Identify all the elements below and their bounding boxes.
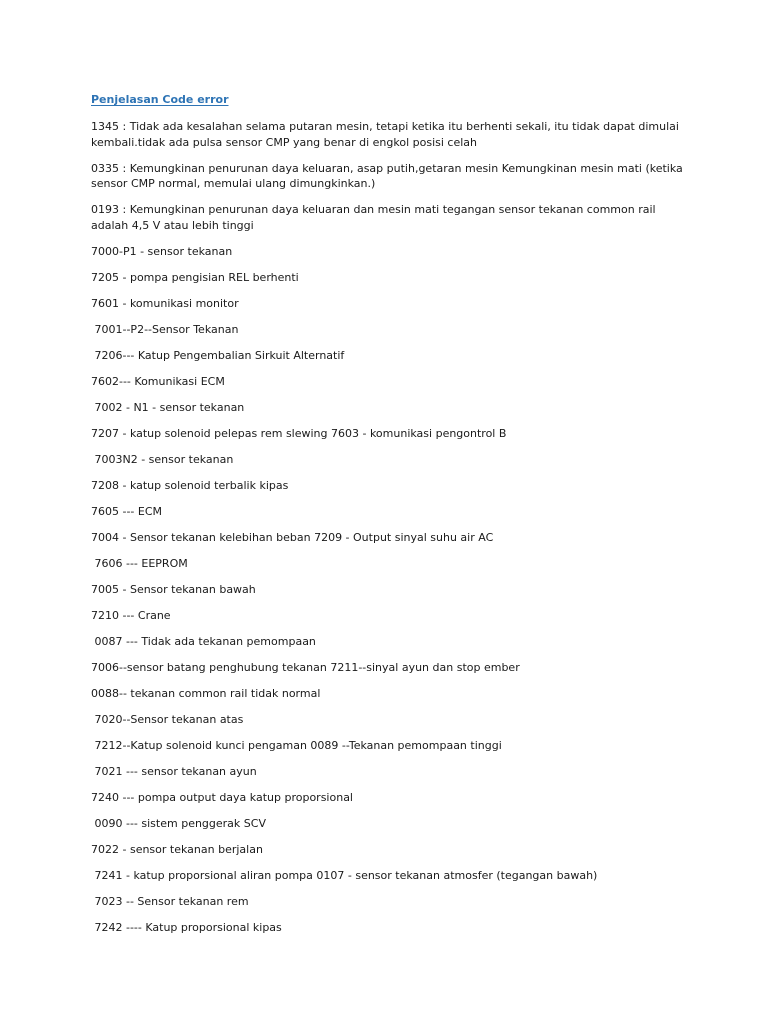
code-line-7002: 7002 - N1 - sensor tekanan	[91, 400, 245, 414]
code-line-7003: 7003N2 - sensor tekanan	[91, 452, 234, 466]
paragraph-0335: 0335 : Kemungkinan penurunan daya keluaran, asap putih,getaran mesin Kemungkinan mesin mati (ketika sensor CMP normal, memulai ulang dimungkinkan.)	[91, 161, 687, 190]
code-line-7205: 7205 - pompa pengisian REL berhenti	[91, 270, 299, 284]
code-line-7001: 7001--P2--Sensor Tekanan	[91, 322, 239, 336]
code-line-7020: 7020--Sensor tekanan atas	[91, 712, 244, 726]
code-line-7240: 7240 --- pompa output daya katup proporsional	[91, 790, 353, 804]
code-line-0087: 0087 --- Tidak ada tekanan pemompaan	[91, 634, 316, 648]
paragraph-1345: 1345 : Tidak ada kesalahan selama putaran mesin, tetapi ketika itu berhenti sekali, itu tidak dapat dimulai kembali.tidak ada pulsa sensor CMP yang benar di engkol posisi celah	[91, 120, 683, 149]
code-line-7023: 7023 -- Sensor tekanan rem	[91, 894, 249, 908]
code-line-7207: 7207 - katup solenoid pelepas rem slewing 7603 - komunikasi pengontrol B	[91, 426, 507, 440]
code-line-7601: 7601 - komunikasi monitor	[91, 296, 239, 310]
code-line-0090: 0090 --- sistem penggerak SCV	[91, 816, 266, 830]
code-line-7606: 7606 --- EEPROM	[91, 556, 188, 570]
code-line-7021: 7021 --- sensor tekanan ayun	[91, 764, 257, 778]
code-line-7006: 7006--sensor batang penghubung tekanan 7211--sinyal ayun dan stop ember	[91, 660, 520, 674]
code-line-7206: 7206--- Katup Pengembalian Sirkuit Alternatif	[91, 348, 345, 362]
code-line-7005: 7005 - Sensor tekanan bawah	[91, 582, 256, 596]
code-line-7602: 7602--- Komunikasi ECM	[91, 374, 225, 388]
code-line-7004: 7004 - Sensor tekanan kelebihan beban 7209 - Output sinyal suhu air AC	[91, 530, 494, 544]
document-title-link[interactable]: Penjelasan Code error	[91, 93, 229, 106]
code-line-7605: 7605 --- ECM	[91, 504, 163, 518]
code-line-7212: 7212--Katup solenoid kunci pengaman 0089 --Tekanan pemompaan tinggi	[91, 738, 502, 752]
code-line-7242: 7242 ---- Katup proporsional kipas	[91, 920, 282, 934]
code-line-7210: 7210 --- Crane	[91, 608, 171, 622]
code-line-7022: 7022 - sensor tekanan berjalan	[91, 842, 263, 856]
code-line-7241: 7241 - katup proporsional aliran pompa 0107 - sensor tekanan atmosfer (tegangan bawah)	[91, 868, 598, 882]
code-line-7208: 7208 - katup solenoid terbalik kipas	[91, 478, 289, 492]
code-line-7000: 7000-P1 - sensor tekanan	[91, 244, 233, 258]
paragraph-0193: 0193 : Kemungkinan penurunan daya keluaran dan mesin mati tegangan sensor tekanan common rail adalah 4,5 V atau lebih tinggi	[91, 203, 660, 232]
code-line-0088: 0088-- tekanan common rail tidak normal	[91, 686, 321, 700]
